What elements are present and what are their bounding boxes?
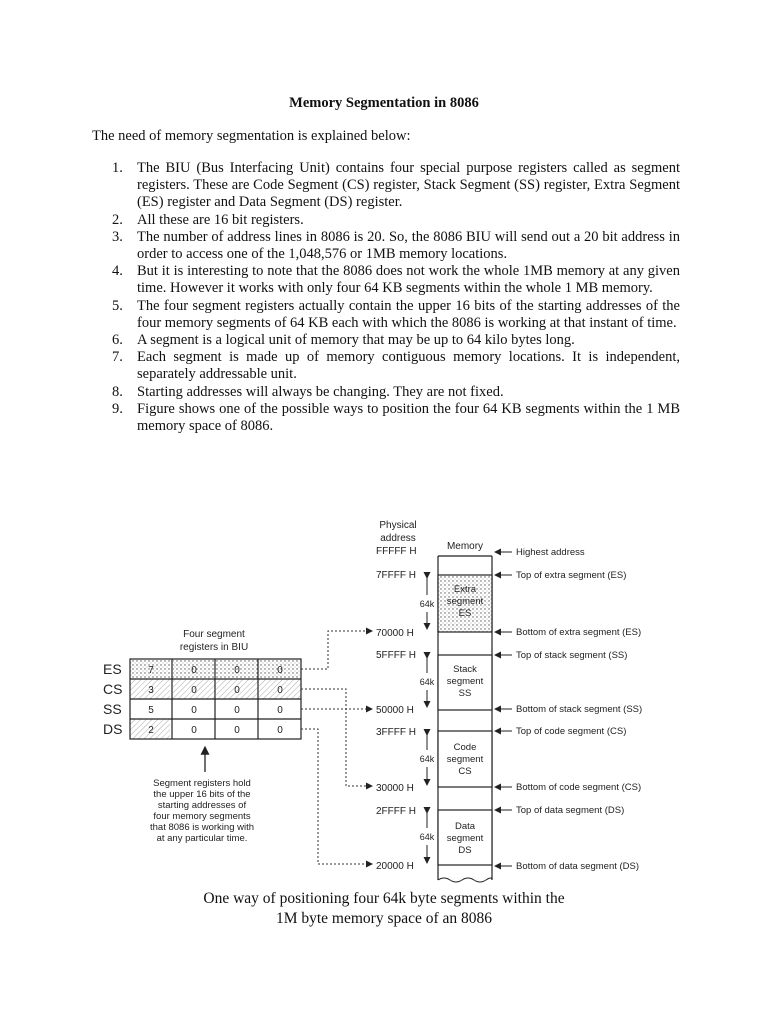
list-text: The four segment registers actually contain the upper 16 bits of the starting addresses of the four memory segments of 64 KB each with which the 8086 is working at that instant of time. xyxy=(137,297,680,331)
size-label: 64k xyxy=(419,677,435,687)
annotation-highest: Highest address xyxy=(516,547,585,558)
register-digit: 0 xyxy=(234,705,240,716)
caption-line: 1M byte memory space of an 8086 xyxy=(275,910,493,927)
list-number: 5. xyxy=(112,297,123,314)
register-digit: 0 xyxy=(191,685,197,696)
register-digit: 7 xyxy=(148,665,154,676)
address-fffff: FFFFF H xyxy=(376,546,417,557)
register-name-ss: SS xyxy=(103,701,122,717)
annotation-top-ds: Top of data segment (DS) xyxy=(516,805,625,816)
size-label: 64k xyxy=(419,832,435,842)
size-label: 64k xyxy=(419,599,435,609)
list-number: 8. xyxy=(112,383,123,400)
address-3ffff: 3FFFF H xyxy=(376,727,416,738)
list-number: 9. xyxy=(112,400,123,417)
list-text: But it is interesting to note that the 8086 does not work the whole 1MB memory at any given time. However it works with only four 64 KB segments within the whole 1 MB memory. xyxy=(137,263,680,297)
registers-note: that 8086 is working with xyxy=(149,822,255,833)
address-70000: 70000 H xyxy=(376,628,414,639)
registers-note: four memory segments xyxy=(153,811,251,822)
registers-note: Segment registers hold xyxy=(153,778,251,789)
caption-line: One way of positioning four 64k byte segments within the xyxy=(203,890,565,907)
segment-label: DS xyxy=(458,845,472,856)
register-name-ds: DS xyxy=(103,721,123,737)
address-50000: 50000 H xyxy=(376,705,414,716)
annotation-top-ss: Top of stack segment (SS) xyxy=(516,650,628,661)
segment-label: Extra xyxy=(453,584,477,595)
segment-label: Code xyxy=(453,742,477,753)
register-name-es: ES xyxy=(103,661,122,677)
address-20000: 20000 H xyxy=(376,861,414,872)
register-digit: 0 xyxy=(191,665,197,676)
register-digit: 5 xyxy=(148,705,154,716)
memory-label: Memory xyxy=(446,541,484,552)
register-digit: 0 xyxy=(234,685,240,696)
list-number: 4. xyxy=(112,263,123,280)
list-text: The BIU (Bus Interfacing Unit) contains four special purpose registers called as segment registers. These are Code Segment (CS) register, Stack Segment (SS) register, Extra Segment (ES) register and Data Segment (DS) register. xyxy=(137,160,680,211)
register-digit: 0 xyxy=(277,685,283,696)
address-5ffff: 5FFFF H xyxy=(376,650,416,661)
list-text: All these are 16 bit registers. xyxy=(137,211,304,228)
address-7ffff: 7FFFF H xyxy=(376,570,416,581)
segment-label: Data xyxy=(454,821,476,832)
registers-note: at any particular time. xyxy=(156,833,248,844)
segment-label: CS xyxy=(458,766,472,777)
segment-label: SS xyxy=(458,688,472,699)
segment-label: ES xyxy=(458,608,472,619)
list-text: Figure shows one of the possible ways to position the four 64 KB segments within the 1 MB memory space of 8086. xyxy=(137,400,680,435)
annotation-bottom-es: Bottom of extra segment (ES) xyxy=(516,627,642,638)
register-connectors xyxy=(301,631,372,864)
segment-label: segment xyxy=(446,754,484,765)
list-number: 6. xyxy=(112,332,123,349)
physical-address-label: Physical xyxy=(379,520,417,531)
list-number: 7. xyxy=(112,349,123,366)
register-digit: 0 xyxy=(191,705,197,716)
list-text: The number of address lines in 8086 is 20. So, the 8086 BIU will send out a 20 bit address in order to access one of the 1,048,576 or 1MB memory locations. xyxy=(137,228,680,263)
list-number: 1. xyxy=(112,160,123,176)
registers-title: registers in BIU xyxy=(179,642,249,653)
segment-label: segment xyxy=(446,833,484,844)
physical-address-label: address xyxy=(380,533,416,544)
size-indicator-cs xyxy=(420,735,435,785)
address-2ffff: 2FFFF H xyxy=(376,806,416,817)
registers-note: starting addresses of xyxy=(157,800,247,811)
annotation-arrows xyxy=(495,552,512,866)
registers-note: the upper 16 bits of the xyxy=(153,789,251,800)
intro-text: The need of memory segmentation is explained below: xyxy=(92,128,411,144)
annotation-top-es: Top of extra segment (ES) xyxy=(516,570,627,581)
annotation-top-cs: Top of code segment (CS) xyxy=(516,726,627,737)
segment-label: segment xyxy=(446,676,484,687)
register-digit: 0 xyxy=(191,725,197,736)
memory-break xyxy=(438,878,492,882)
annotation-bottom-ss: Bottom of stack segment (SS) xyxy=(516,704,643,715)
register-digit: 0 xyxy=(234,725,240,736)
segment-label: segment xyxy=(446,596,484,607)
size-indicator-ds xyxy=(420,813,435,863)
list-text: Each segment is made up of memory contiguous memory locations. It is independent, separately addressable unit. xyxy=(137,349,680,383)
page-title: Memory Segmentation in 8086 xyxy=(289,95,479,111)
annotation-bottom-ds: Bottom of data segment (DS) xyxy=(516,861,640,872)
address-30000: 30000 H xyxy=(376,783,414,794)
list-number: 3. xyxy=(112,228,123,245)
register-digit: 0 xyxy=(277,725,283,736)
size-indicator-es xyxy=(420,578,435,629)
size-indicator-ss xyxy=(420,658,435,707)
annotation-bottom-cs: Bottom of code segment (CS) xyxy=(516,782,642,793)
list-text: A segment is a logical unit of memory that may be up to 64 kilo bytes long. xyxy=(137,332,575,349)
size-label: 64k xyxy=(419,754,435,764)
segment-label: Stack xyxy=(453,664,477,675)
register-digit: 2 xyxy=(148,725,154,736)
register-name-cs: CS xyxy=(103,681,123,697)
register-digit: 0 xyxy=(277,665,283,676)
list-number: 2. xyxy=(112,211,123,228)
list-text: Starting addresses will always be changing. They are not fixed. xyxy=(137,383,504,400)
registers-title: Four segment xyxy=(183,629,245,640)
register-digit: 0 xyxy=(277,705,283,716)
figure-caption xyxy=(0,889,768,929)
register-digit: 3 xyxy=(148,685,154,696)
register-digit: 0 xyxy=(234,665,240,676)
